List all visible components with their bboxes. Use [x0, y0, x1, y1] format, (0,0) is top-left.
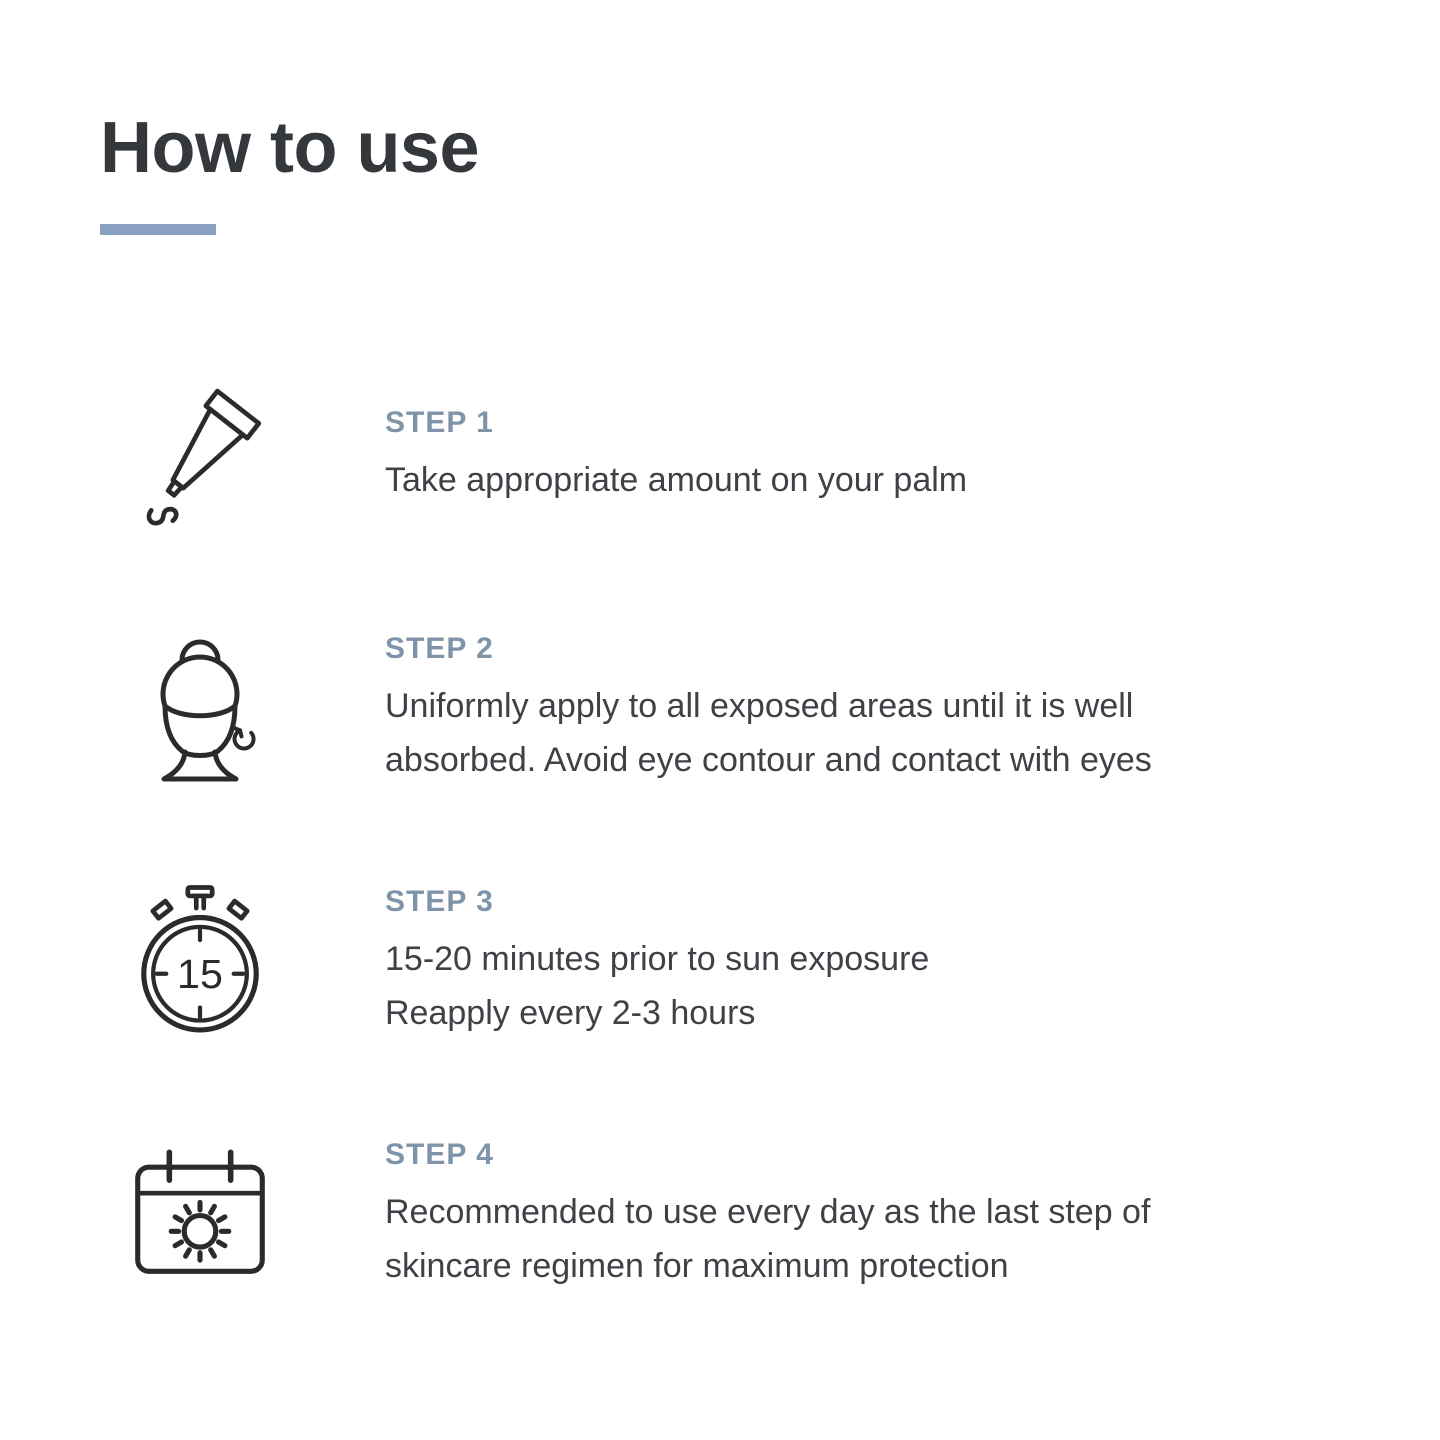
step-description-line: Take appropriate amount on your palm	[385, 460, 968, 499]
step-1-text	[385, 406, 967, 507]
step-row-1	[100, 365, 1380, 547]
face-apply-icon	[100, 622, 300, 797]
step-label: STEP 3	[385, 884, 494, 918]
cream-tube-icon	[100, 381, 300, 531]
step-description	[385, 932, 929, 1040]
step-description-line: Uniformly apply to all exposed areas until it is well	[385, 686, 1134, 725]
step-description-line: Reapply every 2-3 hours	[385, 993, 756, 1032]
step-description	[385, 1185, 1150, 1293]
stopwatch-value: 15	[177, 950, 223, 997]
step-label: STEP 2	[385, 631, 494, 665]
step-description-line: skincare regimen for maximum protection	[385, 1246, 1009, 1285]
step-label: STEP 1	[385, 405, 494, 439]
step-description	[385, 453, 967, 507]
step-2-text	[385, 632, 1152, 787]
steps-list	[100, 365, 1380, 1306]
step-description-line: Recommended to use every day as the last step of	[385, 1192, 1151, 1231]
page-title: How to use	[100, 108, 480, 188]
step-description-line: 15-20 minutes prior to sun exposure	[385, 939, 930, 978]
step-description-line: absorbed. Avoid eye contour and contact with eyes	[385, 740, 1152, 779]
calendar-sun-icon	[100, 1141, 300, 1290]
step-4-text	[385, 1138, 1150, 1293]
step-row-3	[100, 871, 1380, 1053]
step-description	[385, 679, 1152, 787]
title-underline	[100, 224, 216, 235]
step-3-text	[385, 885, 929, 1040]
stopwatch-icon	[100, 880, 300, 1044]
step-row-2	[100, 618, 1380, 800]
step-label: STEP 4	[385, 1137, 494, 1171]
step-row-4	[100, 1124, 1380, 1306]
